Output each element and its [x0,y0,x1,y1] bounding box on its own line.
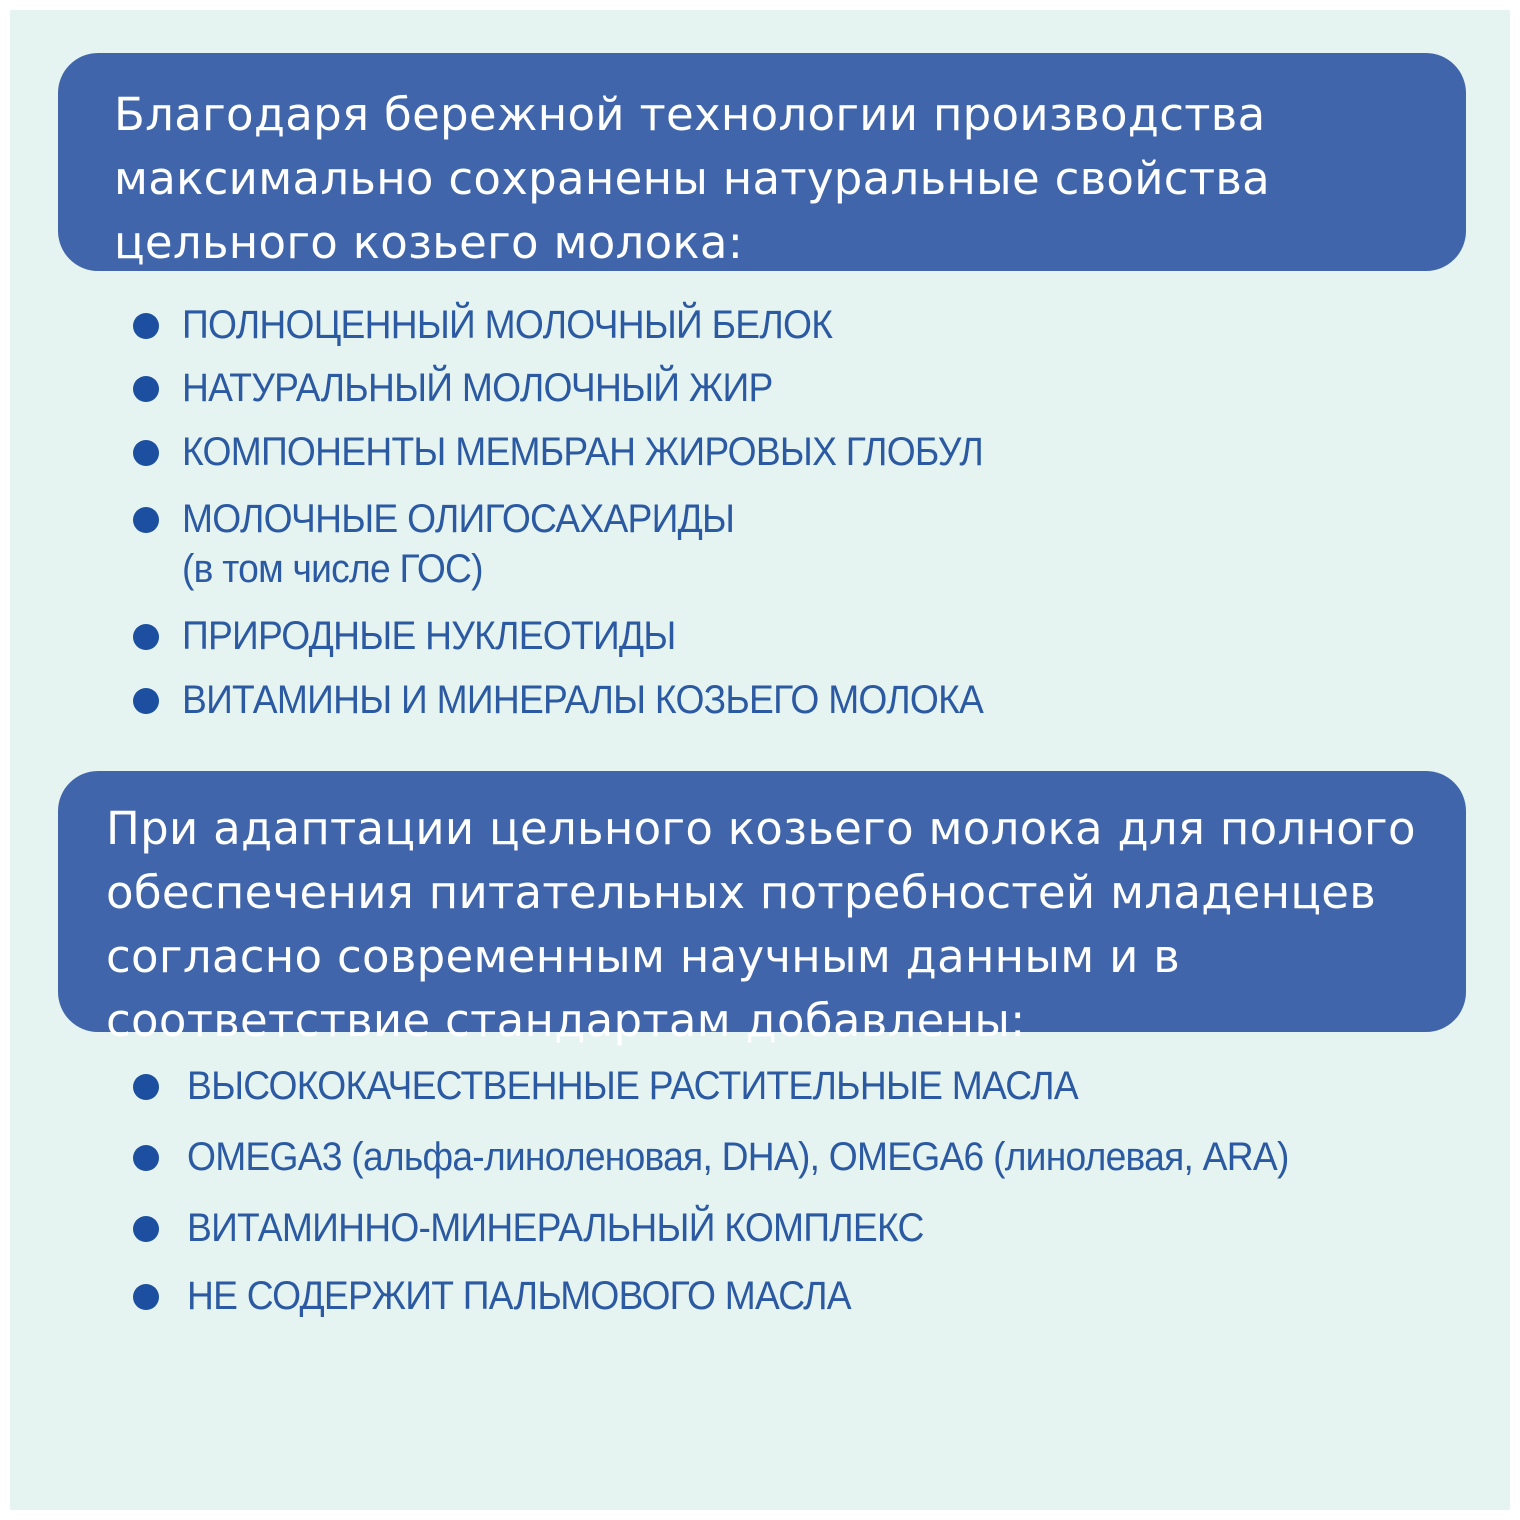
bullet-dot-icon [133,688,159,714]
list-item [10,293,1510,353]
bullet-dot-icon [133,440,159,466]
list-item-text: КОМПОНЕНТЫ МЕМБРАН ЖИРОВЫХ ГЛОБУЛ [182,430,984,474]
page [10,10,1510,1510]
list-item-text: МОЛОЧНЫЕ ОЛИГОСАХАРИДЫ [182,497,735,541]
bullet-dot-icon [133,376,159,402]
list-item [10,1054,1510,1114]
bullet-dot-icon [133,624,159,650]
adaptation-heading: При адаптации цельного козьего молока для полного обеспечения питательных потребностей младенцев согласно современным научным данным и в соответствие стандартам добавлены: [106,802,1416,1047]
list-item-text: НЕ СОДЕРЖИТ ПАЛЬМОВОГО МАСЛА [187,1274,851,1318]
list-item-text: OMEGA3 (альфа-линоленовая, DHA), OMEGA6 (линолевая, ARA) [187,1135,1289,1179]
adaptation-banner [58,771,1466,1047]
bullet-dot-icon [133,313,159,339]
bullet-dot-icon [133,1216,159,1242]
bullet-dot-icon [133,507,159,533]
list-item-text: ВИТАМИННО-МИНЕРАЛЬНЫЙ КОМПЛЕКС [187,1206,924,1250]
list-item-text: НАТУРАЛЬНЫЙ МОЛОЧНЫЙ ЖИР [182,366,773,410]
list-item [10,487,1510,597]
bullet-dot-icon [133,1284,159,1310]
list-item [10,1196,1510,1256]
list-item [10,356,1510,416]
list-item [10,668,1510,728]
list-item [10,420,1510,480]
bullet-dot-icon [133,1074,159,1100]
list-item-text: ПРИРОДНЫЕ НУКЛЕОТИДЫ [182,614,676,658]
intro-banner [58,53,1466,271]
list-item-text: ВЫСОКОКАЧЕСТВЕННЫЕ РАСТИТЕЛЬНЫЕ МАСЛА [187,1064,1078,1108]
list-item [10,1264,1510,1324]
bullet-dot-icon [133,1145,159,1171]
list-item-text: ВИТАМИНЫ И МИНЕРАЛЫ КОЗЬЕГО МОЛОКА [182,678,984,722]
list-item [10,604,1510,664]
intro-heading: Благодаря бережной технологии производства максимально сохранены натуральные свойства цельного козьего молока: [114,88,1271,269]
list-item [10,1125,1510,1185]
list-item-text: ПОЛНОЦЕННЫЙ МОЛОЧНЫЙ БЕЛОК [182,303,833,347]
list-item-subtext: (в том числе ГОС) [182,547,483,591]
